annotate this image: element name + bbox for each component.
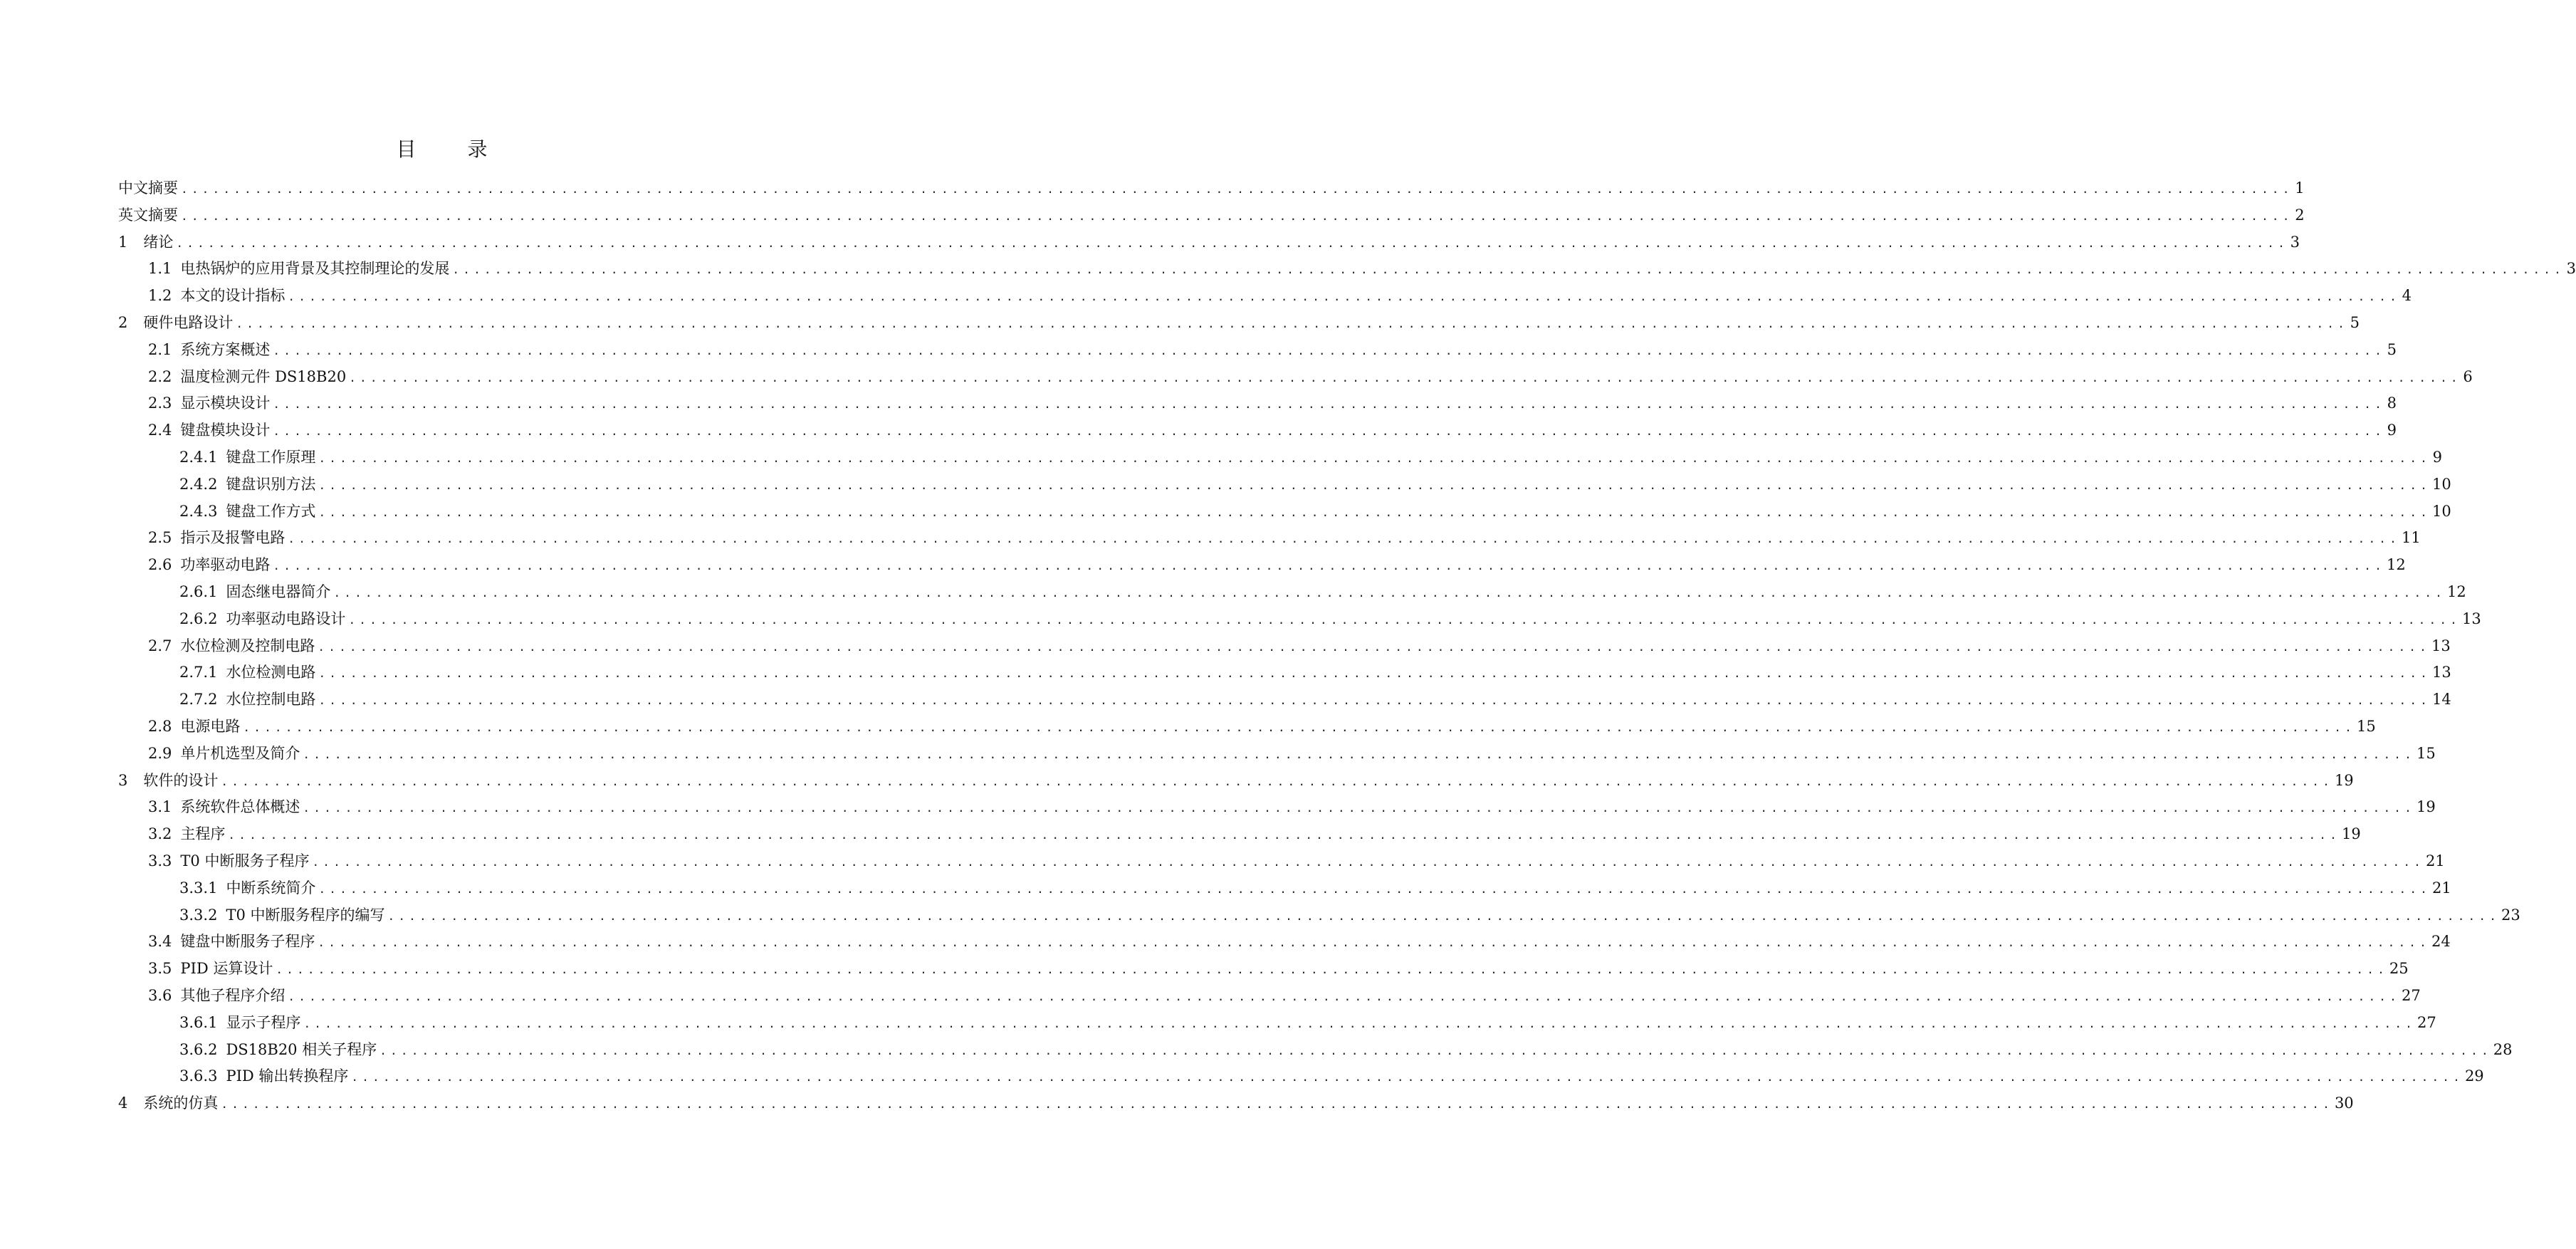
toc-entry-title: 英文摘要 xyxy=(118,206,178,224)
dot-leader: ........................................................................................................................................................................................................ xyxy=(288,290,2400,304)
toc-entry[interactable] xyxy=(118,714,2376,741)
dot-leader: ........................................................................................................................................................................................................ xyxy=(221,1097,2333,1112)
toc-entry-page-number: 24 xyxy=(2431,933,2451,951)
toc-entry[interactable] xyxy=(118,875,2451,902)
toc-entry[interactable] xyxy=(118,633,2451,660)
toc-entry-number: 3.4 xyxy=(148,933,172,951)
toc-entry-page-number: 21 xyxy=(2432,879,2451,897)
toc-entry-page-number: 3 xyxy=(2566,260,2576,278)
toc-entry[interactable] xyxy=(118,390,2397,417)
toc-entry-title: 显示模块设计 xyxy=(180,394,271,412)
toc-entry-title: 绪论 xyxy=(143,233,174,251)
toc-entry-page-number: 13 xyxy=(2462,610,2481,627)
dot-leader: ........................................................................................................................................................................................................ xyxy=(228,828,2340,842)
toc-entry-number: 3 xyxy=(118,771,128,789)
dot-leader: ........................................................................................................................................................................................................ xyxy=(181,209,2293,223)
toc-entry-page-number: 30 xyxy=(2334,1094,2354,1112)
toc-entry-page-number: 10 xyxy=(2432,502,2451,520)
toc-entry-number: 3.6.2 xyxy=(179,1040,218,1058)
toc-entry[interactable] xyxy=(118,1063,2484,1090)
dot-leader: ........................................................................................................................................................................................................ xyxy=(303,1016,2416,1030)
toc-entry-number: 2.4.1 xyxy=(179,448,218,466)
dot-leader: ........................................................................................................................................................................................................ xyxy=(312,855,2425,869)
toc-entry-title: 水位检测电路 xyxy=(226,664,316,681)
toc-entry-page-number: 10 xyxy=(2432,475,2451,493)
toc-entry-page-number: 27 xyxy=(2417,1013,2436,1031)
toc-entry-title: 其他子程序介绍 xyxy=(180,986,286,1004)
toc-entry-number: 2.8 xyxy=(148,717,172,735)
toc-entry[interactable] xyxy=(118,686,2451,714)
toc-entry-page-number: 15 xyxy=(2416,744,2436,762)
dot-leader: ........................................................................................................................................................................................................ xyxy=(318,936,2430,950)
toc-entry[interactable] xyxy=(118,444,2442,471)
toc-entry-page-number: 3 xyxy=(2290,233,2300,251)
toc-entry-title: 键盘模块设计 xyxy=(180,422,271,439)
toc-entry[interactable] xyxy=(118,848,2445,875)
toc-entry-number: 2.4.2 xyxy=(179,475,218,493)
toc-entry-number: 2.6.2 xyxy=(179,610,218,627)
toc-entry-number: 2.5 xyxy=(148,529,172,547)
dot-leader: ........................................................................................................................................................................................................ xyxy=(349,370,2461,385)
toc-entry-page-number: 13 xyxy=(2432,664,2451,681)
dot-leader: ........................................................................................................................................................................................................ xyxy=(303,747,2415,761)
toc-entry-title: 电热锅炉的应用背景及其控制理论的发展 xyxy=(180,260,450,278)
toc-entry-title: 系统软件总体概述 xyxy=(180,798,300,816)
toc-entry[interactable] xyxy=(118,1090,2354,1117)
toc-entry-number: 3.6 xyxy=(148,986,172,1004)
toc-entry-title: 系统方案概述 xyxy=(180,340,271,358)
toc-entry-title: 中文摘要 xyxy=(118,179,178,197)
toc-entry-page-number: 8 xyxy=(2387,394,2397,412)
toc-entry[interactable] xyxy=(118,821,2361,848)
toc-entry-title: 显示子程序 xyxy=(226,1013,301,1031)
toc-entry-page-number: 19 xyxy=(2416,798,2436,816)
toc-entry-number: 2.7.1 xyxy=(179,664,218,681)
toc-entry-number: 3.1 xyxy=(148,798,172,816)
dot-leader: ........................................................................................................................................................................................................ xyxy=(318,694,2431,708)
toc-entry-number: 2.4 xyxy=(148,422,172,439)
toc-entry-number: 2.3 xyxy=(148,394,172,412)
table-of-contents xyxy=(118,175,2576,1117)
toc-entry[interactable] xyxy=(118,929,2451,956)
toc-entry[interactable] xyxy=(118,471,2451,498)
toc-entry-page-number: 27 xyxy=(2401,986,2421,1004)
toc-entry-page-number: 6 xyxy=(2463,367,2473,385)
toc-entry-number: 2.7 xyxy=(148,637,172,654)
toc-entry-title: 键盘工作原理 xyxy=(226,448,316,466)
toc-entry-number: 3.6.1 xyxy=(179,1013,218,1031)
toc-entry-title: 水位控制电路 xyxy=(226,691,316,709)
toc-entry-page-number: 15 xyxy=(2356,717,2376,735)
toc-entry[interactable] xyxy=(118,525,2421,552)
toc-entry-title: 软件的设计 xyxy=(143,771,219,789)
toc-entry-number: 1.1 xyxy=(148,260,172,278)
dot-leader: ........................................................................................................................................................................................................ xyxy=(243,720,2355,734)
toc-entry-number: 2.1 xyxy=(148,340,172,358)
toc-entry[interactable] xyxy=(118,310,2360,337)
toc-entry[interactable] xyxy=(118,659,2451,686)
dot-leader: ........................................................................................................................................................................................................ xyxy=(236,316,2348,330)
toc-entry-page-number: 9 xyxy=(2432,448,2442,466)
toc-entry-title: 温度检测元件 DS18B20 xyxy=(180,367,347,385)
toc-entry[interactable] xyxy=(118,956,2409,983)
toc-entry-number: 3.3.1 xyxy=(179,879,218,897)
toc-entry-title: DS18B20 相关子程序 xyxy=(226,1040,377,1058)
dot-leader: ........................................................................................................................................................................................................ xyxy=(303,801,2415,815)
toc-entry-number: 2.9 xyxy=(148,744,172,762)
toc-entry-number: 2 xyxy=(118,313,128,331)
toc-entry-title: 系统的仿真 xyxy=(143,1094,219,1112)
toc-entry-page-number: 4 xyxy=(2402,287,2412,305)
toc-entry[interactable] xyxy=(118,175,2305,202)
toc-entry-page-number: 28 xyxy=(2493,1040,2513,1058)
toc-entry-title: PID 运算设计 xyxy=(180,960,273,978)
toc-entry-number: 3.6.3 xyxy=(179,1067,218,1085)
toc-entry-page-number: 14 xyxy=(2432,691,2451,709)
toc-entry-title: T0 中断服务子程序 xyxy=(180,852,310,869)
toc-entry-page-number: 19 xyxy=(2334,771,2354,789)
toc-entry-number: 1.2 xyxy=(148,287,172,305)
toc-entry-title: T0 中断服务程序的编写 xyxy=(226,906,385,924)
toc-entry[interactable] xyxy=(118,794,2436,821)
toc-entry[interactable] xyxy=(118,983,2421,1010)
toc-entry-page-number: 29 xyxy=(2464,1067,2484,1085)
dot-leader: ........................................................................................................................................................................................................ xyxy=(273,424,2385,439)
dot-leader: ........................................................................................................................................................................................................ xyxy=(273,559,2385,573)
dot-leader: ........................................................................................................................................................................................................ xyxy=(318,639,2430,654)
dot-leader: ........................................................................................................................................................................................................ xyxy=(181,182,2293,196)
toc-entry-page-number: 19 xyxy=(2341,825,2361,843)
dot-leader: ........................................................................................................................................................................................................ xyxy=(333,585,2446,600)
toc-entry[interactable] xyxy=(118,337,2397,364)
toc-entry-number: 2.2 xyxy=(148,367,172,385)
toc-entry[interactable] xyxy=(118,579,2466,606)
toc-entry[interactable] xyxy=(118,1010,2436,1037)
toc-entry-number: 2.6 xyxy=(148,556,172,574)
toc-entry[interactable] xyxy=(118,552,2406,579)
toc-title: 目 录 xyxy=(396,137,503,161)
toc-entry-title: 单片机选型及简介 xyxy=(180,744,300,762)
dot-leader: ........................................................................................................................................................................................................ xyxy=(379,1043,2492,1057)
toc-entry[interactable] xyxy=(118,229,2300,256)
dot-leader: ........................................................................................................................................................................................................ xyxy=(273,343,2385,357)
toc-entry[interactable] xyxy=(118,498,2451,526)
toc-entry[interactable] xyxy=(118,202,2305,229)
toc-entry-title: 功率驱动电路设计 xyxy=(226,610,346,627)
toc-entry-page-number: 25 xyxy=(2389,960,2409,978)
toc-entry-page-number: 23 xyxy=(2501,906,2520,924)
toc-entry-title: PID 输出转换程序 xyxy=(226,1067,349,1085)
toc-entry-page-number: 13 xyxy=(2431,637,2451,654)
dot-leader: ........................................................................................................................................................................................................ xyxy=(318,505,2431,519)
toc-entry-number: 4 xyxy=(118,1094,128,1112)
toc-entry-number: 1 xyxy=(118,233,128,251)
toc-entry[interactable] xyxy=(118,902,2520,929)
toc-entry[interactable] xyxy=(118,256,2576,283)
toc-entry-page-number: 2 xyxy=(2295,206,2305,224)
toc-entry-title: 水位检测及控制电路 xyxy=(180,637,315,654)
dot-leader: ........................................................................................................................................................................................................ xyxy=(288,989,2400,1003)
toc-entry[interactable] xyxy=(118,741,2436,768)
dot-leader: ........................................................................................................................................................................................................ xyxy=(318,882,2431,896)
toc-entry-title: 键盘识别方法 xyxy=(226,475,316,493)
toc-entry-page-number: 21 xyxy=(2426,852,2445,869)
toc-entry-page-number: 9 xyxy=(2387,422,2397,439)
dot-leader: ........................................................................................................................................................................................................ xyxy=(176,236,2288,250)
dot-leader: ........................................................................................................................................................................................................ xyxy=(318,451,2431,465)
toc-entry-title: 主程序 xyxy=(180,825,226,843)
toc-entry-title: 键盘工作方式 xyxy=(226,502,316,520)
dot-leader: ........................................................................................................................................................................................................ xyxy=(387,909,2501,923)
dot-leader: ........................................................................................................................................................................................................ xyxy=(288,532,2400,546)
toc-entry-page-number: 11 xyxy=(2401,529,2421,547)
toc-entry-title: 硬件电路设计 xyxy=(143,313,234,331)
toc-entry-number: 2.4.3 xyxy=(179,502,218,520)
toc-entry-number: 2.6.1 xyxy=(179,582,218,600)
toc-entry-number: 3.3 xyxy=(148,852,172,869)
toc-entry-number: 3.5 xyxy=(148,960,172,978)
dot-leader: ........................................................................................................................................................................................................ xyxy=(351,1070,2464,1085)
toc-entry-page-number: 12 xyxy=(2447,582,2466,600)
toc-entry[interactable] xyxy=(118,283,2412,310)
toc-entry-title: 固态继电器简介 xyxy=(226,582,331,600)
toc-entry-page-number: 5 xyxy=(2350,313,2360,331)
toc-entry[interactable] xyxy=(118,364,2473,391)
dot-leader: ........................................................................................................................................................................................................ xyxy=(318,478,2431,492)
toc-entry-title: 功率驱动电路 xyxy=(180,556,271,574)
toc-entry[interactable] xyxy=(118,606,2481,633)
dot-leader: ........................................................................................................................................................................................................ xyxy=(276,963,2388,977)
dot-leader: ........................................................................................................................................................................................................ xyxy=(452,263,2565,277)
toc-entry-page-number: 5 xyxy=(2387,340,2397,358)
dot-leader: ........................................................................................................................................................................................................ xyxy=(221,774,2333,788)
dot-leader: ........................................................................................................................................................................................................ xyxy=(318,667,2431,681)
toc-entry[interactable] xyxy=(118,417,2397,444)
toc-entry-page-number: 12 xyxy=(2386,556,2406,574)
toc-entry-page-number: 1 xyxy=(2295,179,2305,197)
toc-entry-title: 指示及报警电路 xyxy=(180,529,286,547)
toc-entry-number: 3.3.2 xyxy=(179,906,218,924)
toc-entry-title: 中断系统简介 xyxy=(226,879,316,897)
toc-entry-title: 键盘中断服务子程序 xyxy=(180,933,315,951)
toc-entry-title: 电源电路 xyxy=(180,717,241,735)
toc-entry-number: 3.2 xyxy=(148,825,172,843)
dot-leader: ........................................................................................................................................................................................................ xyxy=(273,397,2385,412)
dot-leader: ........................................................................................................................................................................................................ xyxy=(348,612,2461,627)
toc-entry-title: 本文的设计指标 xyxy=(180,287,286,305)
toc-entry-number: 2.7.2 xyxy=(179,691,218,709)
toc-entry[interactable] xyxy=(118,1037,2513,1064)
toc-entry[interactable] xyxy=(118,768,2354,795)
